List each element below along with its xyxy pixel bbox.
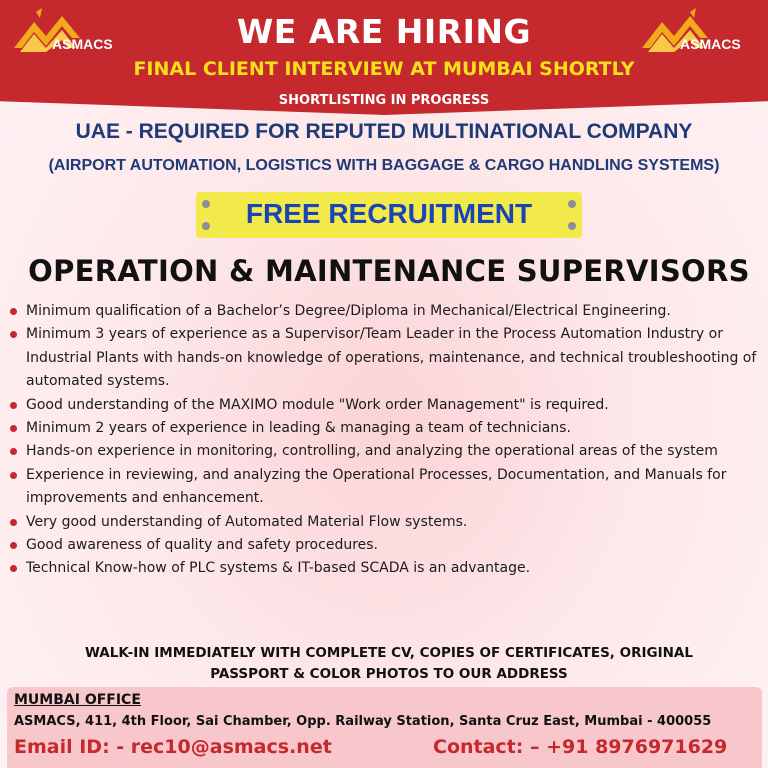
logo-text: ASMACS <box>680 36 741 52</box>
requirement-item: Technical Know-how of PLC systems & IT-based SCADA is an advantage. <box>10 557 760 580</box>
industry-line: (AIRPORT AUTOMATION, LOGISTICS WITH BAGGAGE & CARGO HANDLING SYSTEMS) <box>48 157 720 174</box>
email-id[interactable]: Email ID: - rec10@asmacs.net <box>14 736 332 758</box>
requirement-item: Good understanding of the MAXIMO module "Work order Management" is required. <box>10 394 760 417</box>
shortlisting-status: SHORTLISTING IN PROGRESS <box>278 93 490 108</box>
interview-subtitle: FINAL CLIENT INTERVIEW AT MUMBAI SHORTLY <box>133 58 635 80</box>
requirement-item: Experience in reviewing, and analyzing the Operational Processes, Documentation, and Manuals for improvements and enhancement. <box>10 464 760 511</box>
walkin-line-1: WALK-IN IMMEDIATELY WITH COMPLETE CV, COPIES OF CERTIFICATES, ORIGINAL <box>84 645 693 661</box>
free-recruitment-text: FREE RECRUITMENT <box>245 198 533 229</box>
contact-phone[interactable]: Contact: – +91 8976971629 <box>433 736 728 758</box>
free-recruitment-banner <box>196 192 582 238</box>
office-footer <box>7 687 762 768</box>
walkin-instructions <box>0 643 768 685</box>
requirement-item: Minimum qualification of a Bachelor’s Degree/Diploma in Mechanical/Electrical Engineering. <box>10 300 760 323</box>
requirements-list <box>10 300 760 581</box>
position-title: OPERATION & MAINTENANCE SUPERVISORS <box>28 254 750 288</box>
office-title: MUMBAI OFFICE <box>14 692 141 708</box>
requirement-item: Minimum 2 years of experience in leading & managing a team of technicians. <box>10 417 760 440</box>
requirement-item: Minimum 3 years of experience as a Supervisor/Team Leader in the Process Automation Industry or Industrial Plants with hands-on knowledge of operations, maintenance, and technical troubleshooting of automated systems. <box>10 323 760 393</box>
walkin-line-2: PASSPORT & COLOR PHOTOS TO OUR ADDRESS <box>210 666 568 682</box>
hiring-title: WE ARE HIRING <box>236 12 532 51</box>
requirement-item: Good awareness of quality and safety procedures. <box>10 534 760 557</box>
logo-text: ASMACS <box>52 36 113 52</box>
requirement-item: Hands-on experience in monitoring, controlling, and analyzing the operational areas of the system <box>10 440 760 463</box>
location-line: UAE - REQUIRED FOR REPUTED MULTINATIONAL COMPANY <box>75 120 693 143</box>
office-address: ASMACS, 411, 4th Floor, Sai Chamber, Opp. Railway Station, Santa Cruz East, Mumbai - 400055 <box>14 714 712 729</box>
requirement-item: Very good understanding of Automated Material Flow systems. <box>10 511 760 534</box>
